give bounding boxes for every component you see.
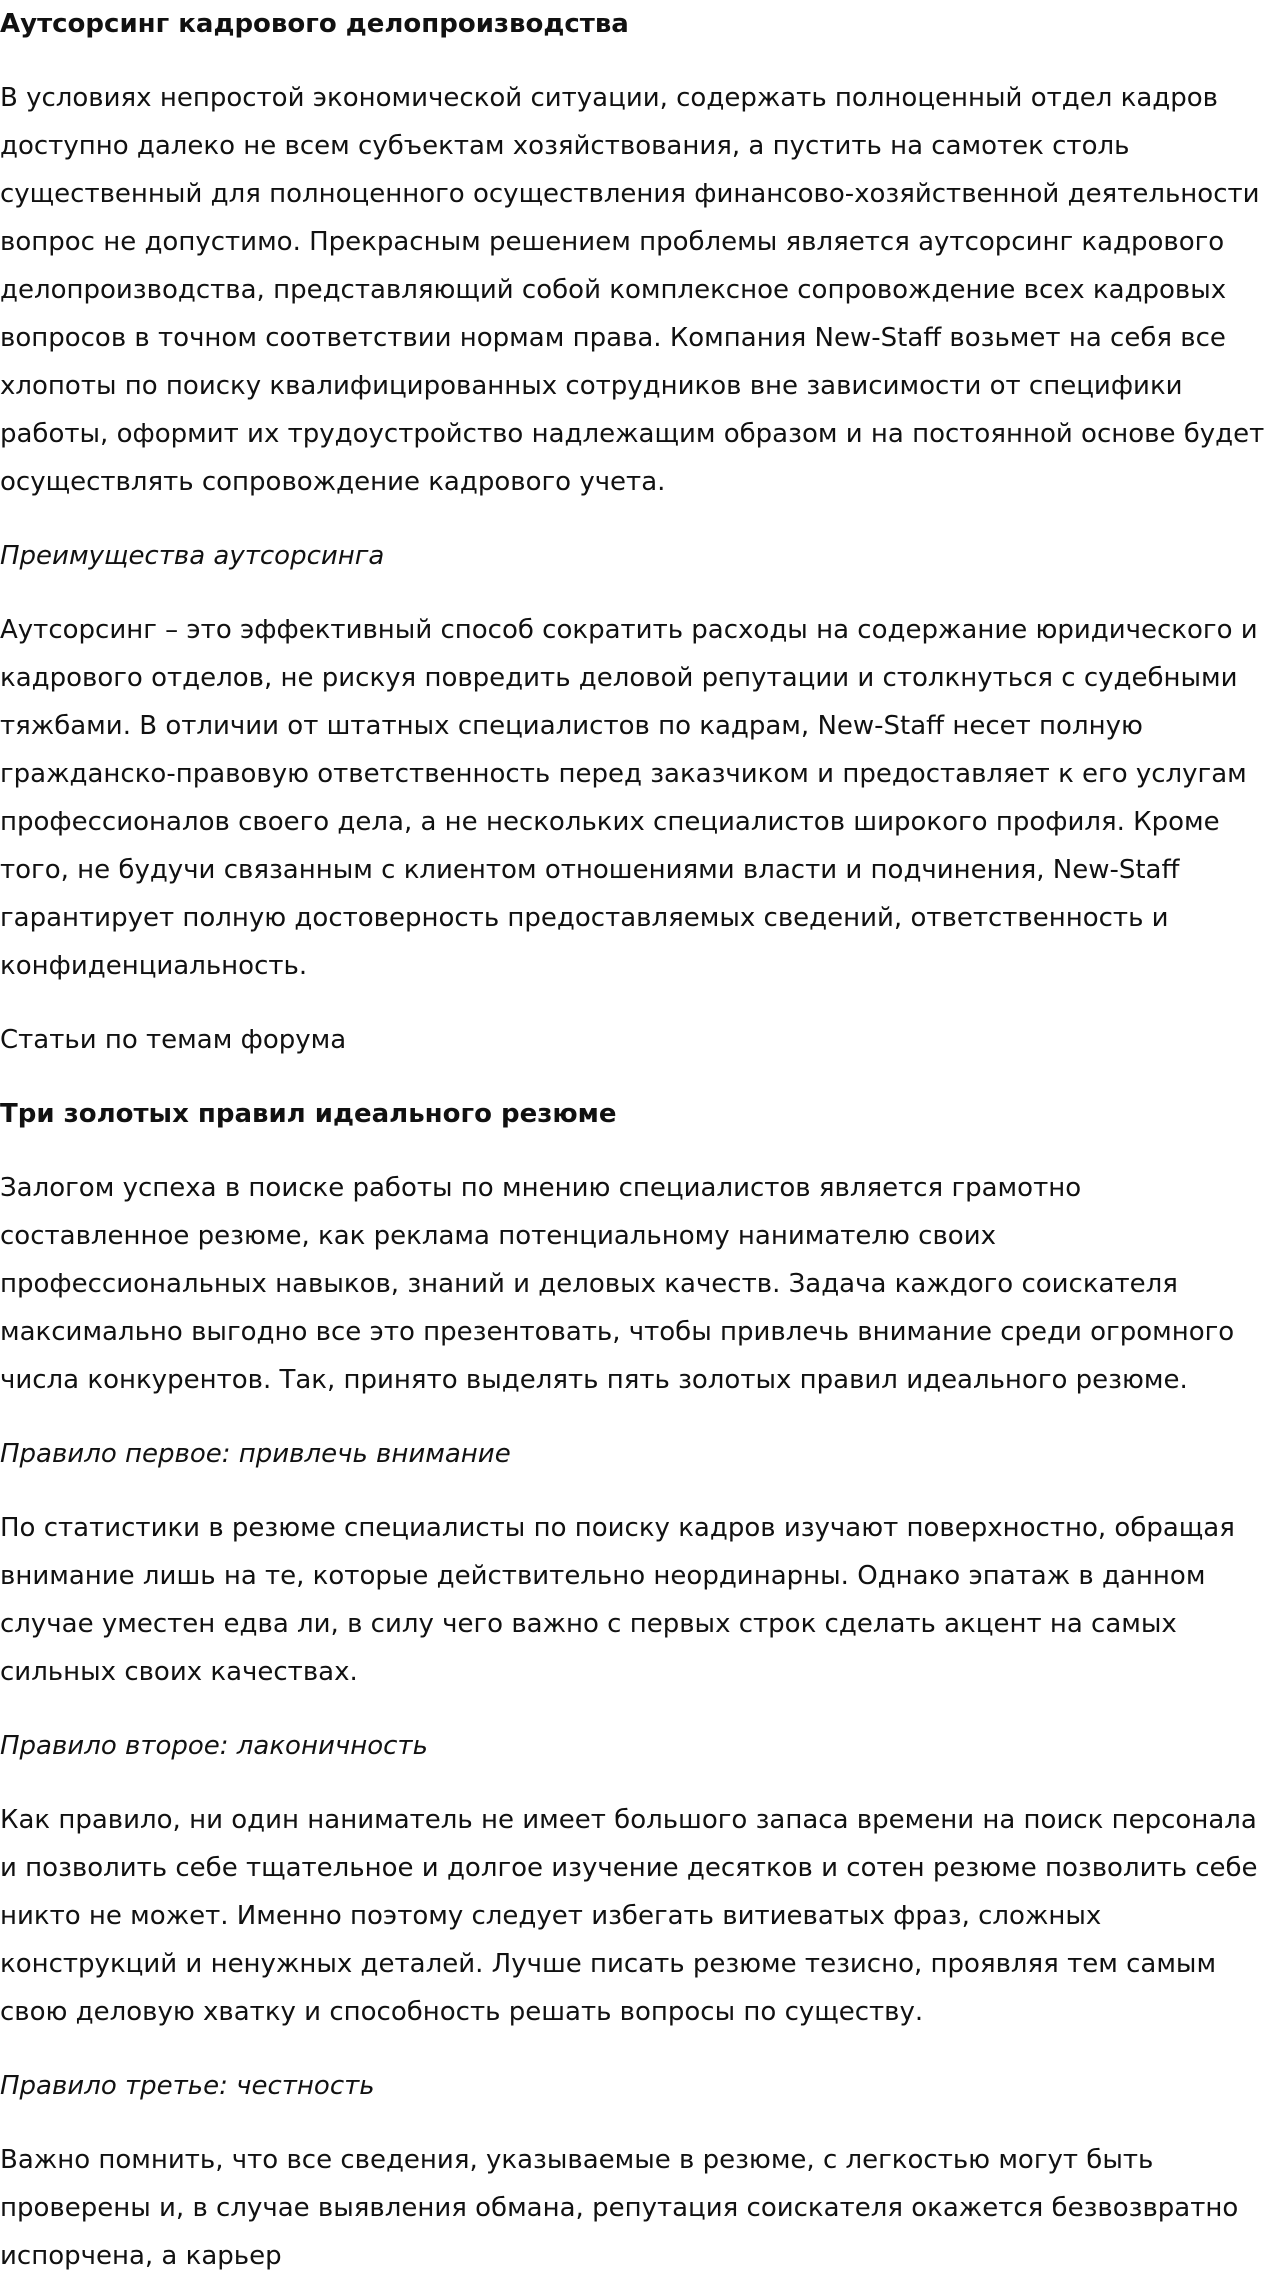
rule-heading: Правило первое: привлечь внимание xyxy=(0,1439,511,1469)
forum-articles-link[interactable]: Статьи по темам форума xyxy=(0,1025,347,1055)
article-paragraph: В условиях непростой экономической ситуации, содержать полноценный отдел кадров доступно далеко не всем субъектам хозяйствования, а пустить на самотек столь существенный для полноценного осуществления финансово-хозяйственной деятельности вопрос не допустимо. Прекрасным решением проблемы является аутсорсинг кадрового делопроизводства, представляющий собой комплексное сопровождение всех кадровых вопросов в точном соответствии нормам права. Компания New-Staff возьмет на себя все хлопоты по поиску квалифицированных сотрудников вне зависимости от специфики работы, оформит их трудоустройство надлежащим образом и на постоянной основе будет осуществлять сопровождение кадрового учета. xyxy=(0,83,1265,497)
rule-text: Важно помнить, что все сведения, указываемые в резюме, с легкостью могут быть проверены и, в случае выявления обмана, репутация соискателя окажется безвозвратно испорчена, а карьер xyxy=(0,2145,1239,2271)
article-title: Аутсорсинг кадрового делопроизводства xyxy=(0,9,629,39)
resume-article-title: Три золотых правил идеального резюме xyxy=(0,1099,617,1129)
rule-text: По статистики в резюме специалисты по поиску кадров изучают поверхностно, обращая внимание лишь на те, которые действительно неординарны. Однако эпатаж в данном случае уместен едва ли, в силу чего важно с первых строк сделать акцент на самых сильных своих качествах. xyxy=(0,1513,1235,1687)
rule-heading: Правило третье: честность xyxy=(0,2071,375,2101)
section-subheading: Преимущества аутсорсинга xyxy=(0,541,385,571)
rule-heading: Правило второе: лаконичность xyxy=(0,1731,428,1761)
article-paragraph: Аутсорсинг – это эффективный способ сократить расходы на содержание юридического и кадрового отделов, не рискуя повредить деловой репутации и столкнуться с судебными тяжбами. В отличии от штатных специалистов по кадрам, New-Staff несет полную гражданско-правовую ответственность перед заказчиком и предоставляет к его услугам профессионалов своего дела, а не нескольких специалистов широкого профиля. Кроме того, не будучи связанным с клиентом отношениями власти и подчинения, New-Staff гарантирует полную достоверность предоставляемых сведений, ответственность и конфиденциальность. xyxy=(0,615,1258,981)
resume-intro-paragraph: Залогом успеха в поиске работы по мнению специалистов является грамотно составленное резюме, как реклама потенциальному нанимателю своих профессиональных навыков, знаний и деловых качеств. Задача каждого соискателя максимально выгодно все это презентовать, чтобы привлечь внимание среди огромного числа конкурентов. Так, принято выделять пять золотых правил идеального резюме. xyxy=(0,1173,1235,1395)
rule-text: Как правило, ни один наниматель не имеет большого запаса времени на поиск персонала и позволить себе тщательное и долгое изучение десятков и сотен резюме позволить себе никто не может. Именно поэтому следует избегать витиеватых фраз, сложных конструкций и ненужных деталей. Лучше писать резюме тезисно, проявляя тем самым свою деловую хватку и способность решать вопросы по существу. xyxy=(0,1805,1258,2027)
